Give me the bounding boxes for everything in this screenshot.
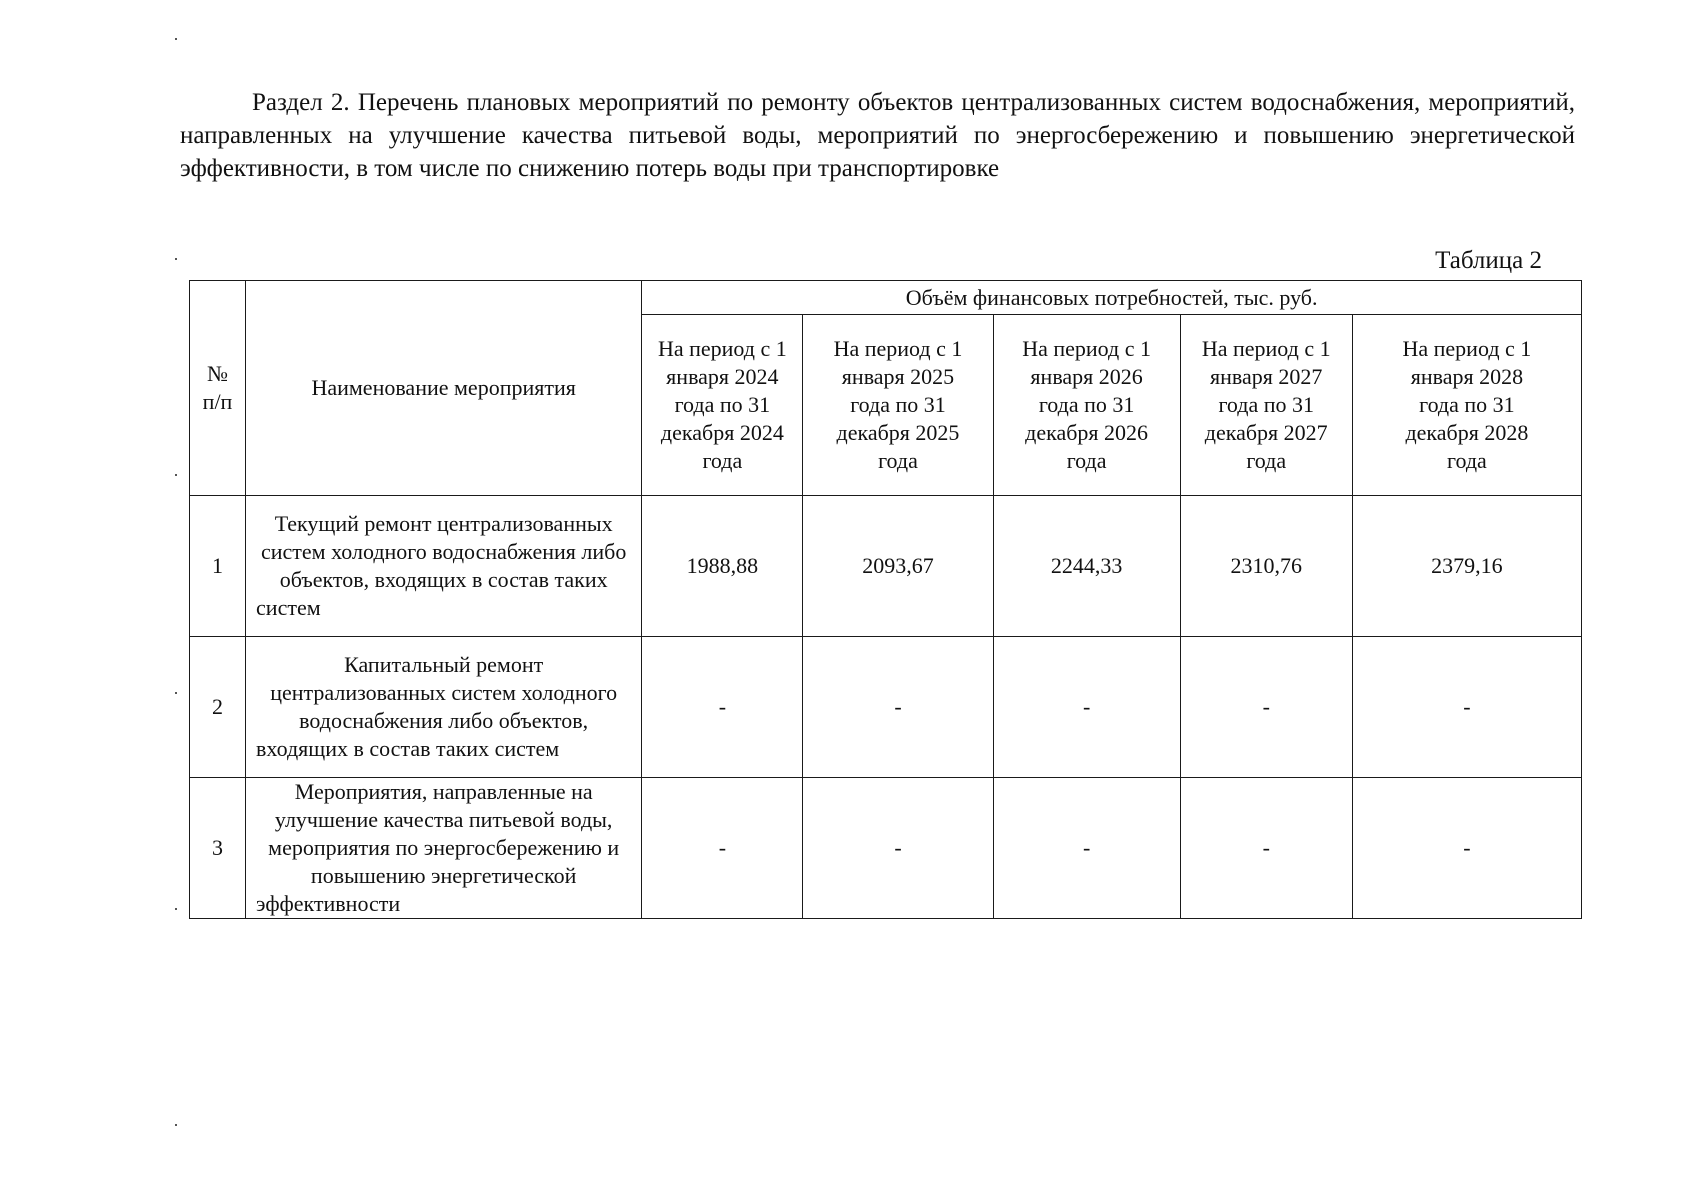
row-value-2028: - — [1352, 778, 1581, 919]
table-row — [190, 637, 1582, 778]
row-value-2024: 1988,88 — [642, 496, 803, 637]
row-value-2026: - — [993, 778, 1180, 919]
scan-speck — [175, 692, 177, 694]
row-value-2027: - — [1180, 637, 1352, 778]
row-value-2026: - — [993, 637, 1180, 778]
header-financial-needs: Объём финансовых потребностей, тыс. руб. — [642, 281, 1582, 315]
row-number: 2 — [190, 637, 246, 778]
row-value-2027: 2310,76 — [1180, 496, 1352, 637]
scan-speck — [175, 908, 177, 910]
header-period-2027: На период с 1 января 2027 года по 31 декабря 2027 года — [1180, 315, 1352, 496]
row-value-2024: - — [642, 778, 803, 919]
row-value-2026: 2244,33 — [993, 496, 1180, 637]
scan-speck — [175, 38, 177, 40]
row-value-2025: 2093,67 — [803, 496, 993, 637]
header-number-abbrev: п/п — [202, 389, 233, 414]
financial-needs-table — [189, 280, 1582, 919]
row-number: 3 — [190, 778, 246, 919]
header-period-2025: На период с 1 января 2025 года по 31 декабря 2025 года — [803, 315, 993, 496]
scan-speck — [175, 1124, 177, 1126]
table-header-row — [190, 281, 1582, 315]
table-row — [190, 496, 1582, 637]
row-activity-name: Мероприятия, направленные на улучшение качества питьевой воды, мероприятия по энергосбережению и повышению энергетической эффективности — [246, 778, 642, 919]
scan-speck — [175, 258, 177, 260]
header-period-2026: На период с 1 января 2026 года по 31 декабря 2026 года — [993, 315, 1180, 496]
row-value-2024: - — [642, 637, 803, 778]
scan-speck — [175, 474, 177, 476]
table-caption: Таблица 2 — [1435, 247, 1542, 274]
section-heading: Раздел 2. Перечень плановых мероприятий по ремонту объектов централизованных систем водоснабжения, мероприятий, направленных на улучшение качества питьевой воды, мероприятий по энергосбережению и повышению энергетической эффективности, в том числе по снижению потерь воды при транспортировке — [180, 89, 1575, 182]
header-period-2024: На период с 1 января 2024 года по 31 декабря 2024 года — [642, 315, 803, 496]
row-activity-name: Текущий ремонт централизованных систем холодного водоснабжения либо объектов, входящих в состав таких систем — [246, 496, 642, 637]
table-row — [190, 778, 1582, 919]
header-number — [190, 281, 246, 496]
row-activity-name: Капитальный ремонт централизованных систем холодного водоснабжения либо объектов, входящих в состав таких систем — [246, 637, 642, 778]
header-number-symbol: № — [207, 361, 229, 386]
row-value-2028: - — [1352, 637, 1581, 778]
row-value-2028: 2379,16 — [1352, 496, 1581, 637]
row-number: 1 — [190, 496, 246, 637]
header-activity-name: Наименование мероприятия — [246, 281, 642, 496]
header-period-2028: На период с 1 января 2028 года по 31 декабря 2028 года — [1352, 315, 1581, 496]
row-value-2025: - — [803, 637, 993, 778]
row-value-2025: - — [803, 778, 993, 919]
row-value-2027: - — [1180, 778, 1352, 919]
